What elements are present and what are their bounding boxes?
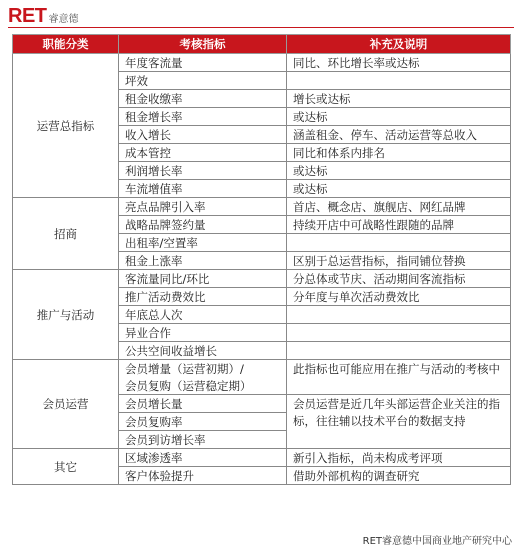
- kpi-table: [12, 34, 511, 485]
- note-cell: [287, 306, 511, 324]
- brand-logo: [8, 4, 79, 26]
- indicator-cell: 租金收缴率: [119, 90, 287, 108]
- note-cell: 区别于总运营指标，指同铺位替换: [287, 252, 511, 270]
- header-note: 补充及说明: [287, 35, 511, 54]
- indicator-cell: 异业合作: [119, 324, 287, 342]
- indicator-cell: 租金增长率: [119, 108, 287, 126]
- table-row: [13, 449, 511, 467]
- note-cell: 新引入指标，尚未构成考评项: [287, 449, 511, 467]
- indicator-cell: 车流增值率: [119, 180, 287, 198]
- note-cell: 此指标也可能应用在推广与活动的考核中: [287, 360, 511, 395]
- note-cell: 借助外部机构的调查研究: [287, 467, 511, 485]
- note-cell: 涵盖租金、停车、活动运营等总收入: [287, 126, 511, 144]
- table-row: [13, 270, 511, 288]
- indicator-cell: 推广活动费效比: [119, 288, 287, 306]
- table-row: [13, 198, 511, 216]
- note-cell: [287, 234, 511, 252]
- table-row: [13, 360, 511, 378]
- logo-cn: 睿意德: [48, 14, 79, 25]
- indicator-cell: 会员复购率: [119, 413, 287, 431]
- indicator-cell: 年底总人次: [119, 306, 287, 324]
- source-footer: RET睿意德中国商业地产研究中心: [362, 536, 512, 547]
- note-cell: 持续开店中可战略性跟随的品牌: [287, 216, 511, 234]
- note-cell: 增长或达标: [287, 90, 511, 108]
- header-divider: [8, 27, 514, 28]
- note-cell: [287, 342, 511, 360]
- table-row: [13, 54, 511, 72]
- indicator-cell: 利润增长率: [119, 162, 287, 180]
- logo-text: RET: [8, 5, 47, 27]
- indicator-cell: 客流量同比/环比: [119, 270, 287, 288]
- indicator-cell: 年度客流量: [119, 54, 287, 72]
- indicator-cell: 会员增量（运营初期）/: [119, 360, 287, 378]
- note-cell: 或达标: [287, 162, 511, 180]
- category-cell: 招商: [13, 198, 119, 270]
- indicator-cell: 会员增长量: [119, 395, 287, 413]
- note-cell: 分总体或节庆、活动期间客流指标: [287, 270, 511, 288]
- indicator-cell: 出租率/空置率: [119, 234, 287, 252]
- indicator-cell: 区域渗透率: [119, 449, 287, 467]
- header-indicator: 考核指标: [119, 35, 287, 54]
- indicator-cell: 成本管控: [119, 144, 287, 162]
- note-cell: 首店、概念店、旗舰店、网红品牌: [287, 198, 511, 216]
- category-cell: 会员运营: [13, 360, 119, 449]
- indicator-cell: 租金上涨率: [119, 252, 287, 270]
- category-cell: 其它: [13, 449, 119, 485]
- header-category: 职能分类: [13, 35, 119, 54]
- note-cell: 同比和体系内排名: [287, 144, 511, 162]
- note-cell: [287, 72, 511, 90]
- indicator-cell: 客户体验提升: [119, 467, 287, 485]
- note-cell: 同比、环比增长率或达标: [287, 54, 511, 72]
- category-cell: 运营总指标: [13, 54, 119, 198]
- indicator-cell: 坪效: [119, 72, 287, 90]
- indicator-cell: 收入增长: [119, 126, 287, 144]
- indicator-cell: 亮点品牌引入率: [119, 198, 287, 216]
- note-cell: 分年度与单次活动费效比: [287, 288, 511, 306]
- note-cell: 或达标: [287, 180, 511, 198]
- table-header-row: [13, 35, 511, 54]
- note-cell: 会员运营是近几年头部运营企业关注的指标，往往辅以技术平台的数据支持: [287, 395, 511, 449]
- indicator-cell: 公共空间收益增长: [119, 342, 287, 360]
- indicator-cell: 会员到访增长率: [119, 431, 287, 449]
- indicator-cell: 会员复购（运营稳定期）: [119, 377, 287, 395]
- indicator-cell: 战略品牌签约量: [119, 216, 287, 234]
- note-cell: 或达标: [287, 108, 511, 126]
- category-cell: 推广与活动: [13, 270, 119, 360]
- note-cell: [287, 324, 511, 342]
